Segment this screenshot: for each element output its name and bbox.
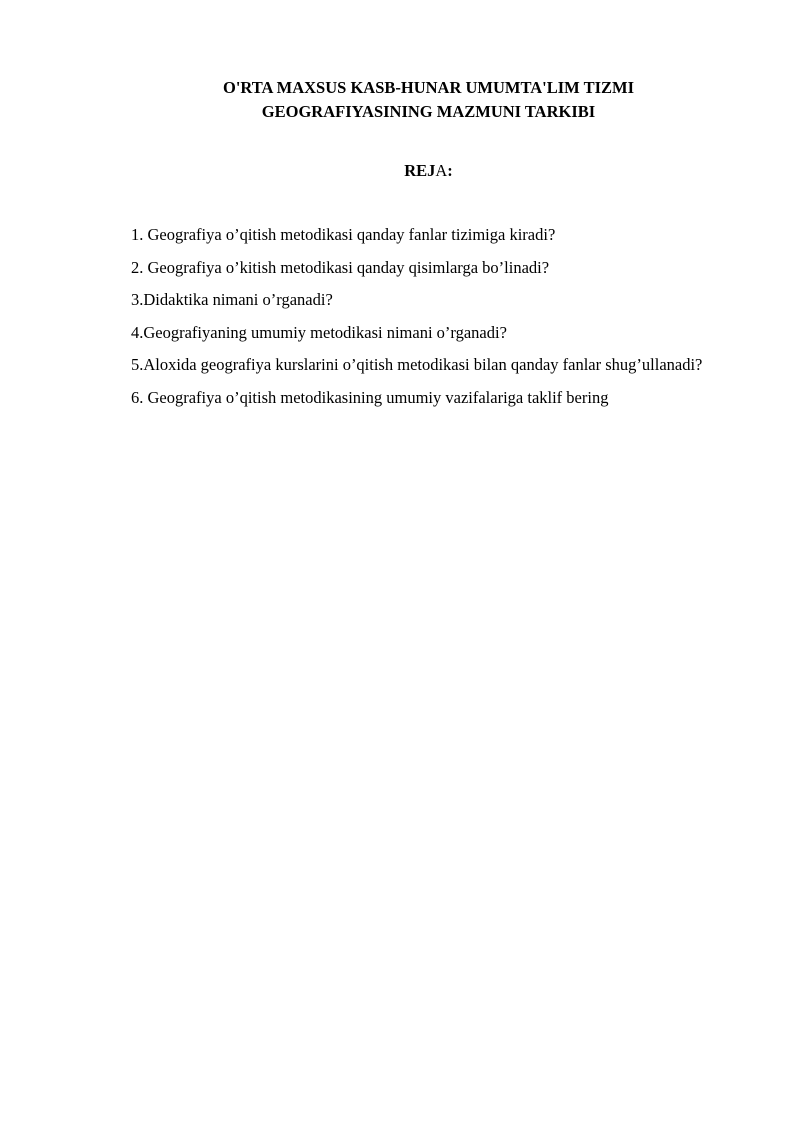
plan-item-2: 2. Geografiya o’kitish metodikasi qanday qisimlarga bo’linadi? [131,257,550,277]
plan-heading [114,159,743,183]
plan-heading-colon: : [447,161,453,180]
title-line-2: GEOGRAFIYASINING MAZMUNI TARKIBI [261,102,596,121]
plan-heading-rest: A [435,161,448,180]
plan-list [114,219,743,415]
plan-item-6: 6. Geografiya o’qitish metodikasining umumiy vazifalariga taklif bering [131,387,609,407]
document-title [114,76,743,124]
plan-heading-bold: REJ [404,161,436,180]
plan-item-4: 4.Geografiyaning umumiy metodikasi nimani o’rganadi? [131,322,507,342]
plan-item-5: 5.Aloxida geografiya kurslarini o’qitish metodikasi bilan qanday fanlar shug’ullanadi? [131,355,703,375]
title-line-1: O'RTA MAXSUS KASB-HUNAR UMUMTA'LIM TIZMI [222,78,635,97]
plan-item-1: 1. Geografiya o’qitish metodikasi qanday fanlar tizimiga kiradi? [131,225,556,244]
plan-item-3: 3.Didaktika nimani o’rganadi? [131,290,333,310]
document-page [114,76,743,407]
